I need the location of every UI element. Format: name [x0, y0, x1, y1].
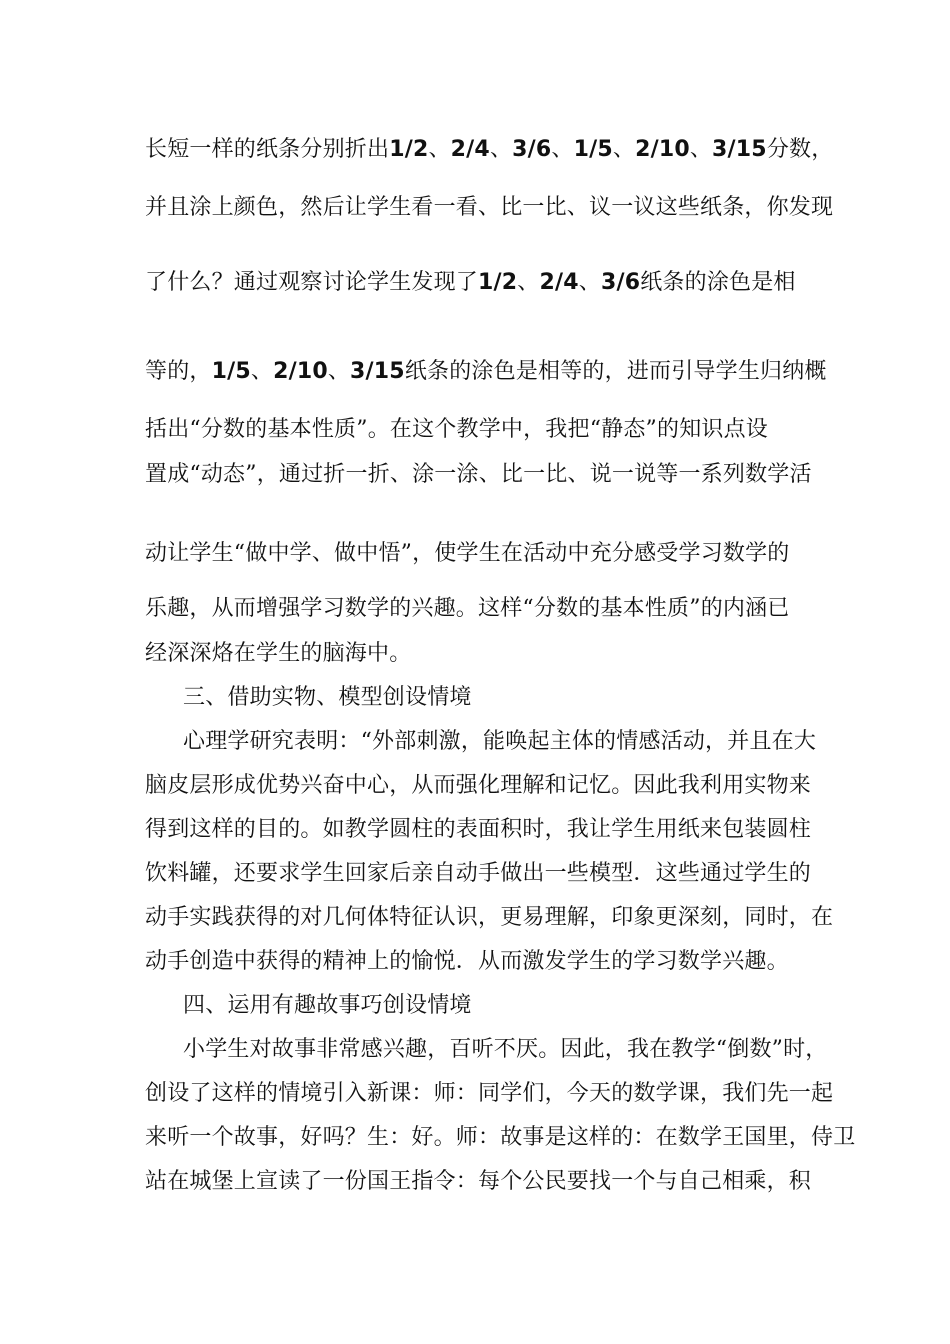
text-line-5: 括出“分数的基本性质”。在这个教学中，我把“静态”的知识点设 [145, 417, 768, 442]
text-line-2: 并且涂上颜色，然后让学生看一看、比一比、议一议这些纸条，你发现 [145, 195, 834, 220]
fraction-text: 1/2 [389, 137, 429, 162]
fraction-text: 1/2 [478, 270, 518, 295]
text-line-7: 动让学生“做中学、做中悟”，使学生在活动中充分感受学习数学的 [145, 541, 790, 566]
text-line-1: 长短一样的纸条分别折出1/2、2/4、3/6、1/5、2/10、3/15分数， [145, 137, 834, 162]
text-line-18: 小学生对故事非常感兴趣，百听不厌。因此，我在教学“倒数”时， [183, 1037, 828, 1062]
fraction-text: 3/15 [712, 137, 767, 162]
text-line-20: 来听一个故事，好吗？生：好。师：故事是这样的：在数学王国里，侍卫 [145, 1125, 856, 1150]
text-line-19: 创设了这样的情境引入新课：师：同学们，今天的数学课，我们先一起 [145, 1081, 834, 1106]
text-line-16: 动手创造中获得的精神上的愉悦．从而激发学生的学习数学兴趣。 [145, 949, 789, 974]
text-line-12: 脑皮层形成优势兴奋中心，从而强化理解和记忆。因此我利用实物来 [145, 773, 812, 798]
section-heading-3: 三、借助实物、模型创设情境 [183, 685, 472, 710]
fraction-text: 2/10 [635, 137, 690, 162]
fraction-text: 2/10 [273, 359, 328, 384]
fraction-text: 3/15 [350, 359, 405, 384]
fraction-text: 3/6 [600, 270, 641, 295]
fraction-text: 1/5 [573, 137, 613, 162]
text-line-14: 饮料罐，还要求学生回家后亲自动手做出一些模型．这些通过学生的 [145, 861, 812, 886]
fraction-text: 2/4 [539, 270, 579, 295]
text-line-8: 乐趣，从而增强学习数学的兴趣。这样“分数的基本性质”的内涵已 [145, 596, 790, 621]
text-line-9: 经深深烙在学生的脑海中。 [145, 641, 412, 666]
fraction-text: 2/4 [450, 137, 490, 162]
text-line-3: 了什么？通过观察讨论学生发现了1/2、2/4、3/6纸条的涂色是相 [145, 270, 796, 295]
text-line-21: 站在城堡上宣读了一份国王指令：每个公民要找一个与自己相乘，积 [145, 1169, 812, 1194]
text-line-15: 动手实践获得的对几何体特征认识，更易理解，印象更深刻，同时，在 [145, 905, 834, 930]
fraction-text: 3/6 [512, 137, 552, 162]
text-line-11: 心理学研究表明：“外部刺激，能唤起主体的情感活动，并且在大 [183, 729, 817, 754]
fraction-text: 1/5 [211, 359, 251, 384]
text-line-13: 得到这样的目的。如教学圆柱的表面积时，我让学生用纸来包装圆柱 [145, 817, 812, 842]
section-heading-4: 四、运用有趣故事巧创设情境 [183, 993, 472, 1018]
text-line-6: 置成“动态”，通过折一折、涂一涂、比一比、说一说等一系列数学活 [145, 462, 812, 487]
text-line-4: 等的，1/5、2/10、3/15纸条的涂色是相等的，进而引导学生归纳概 [145, 359, 827, 384]
